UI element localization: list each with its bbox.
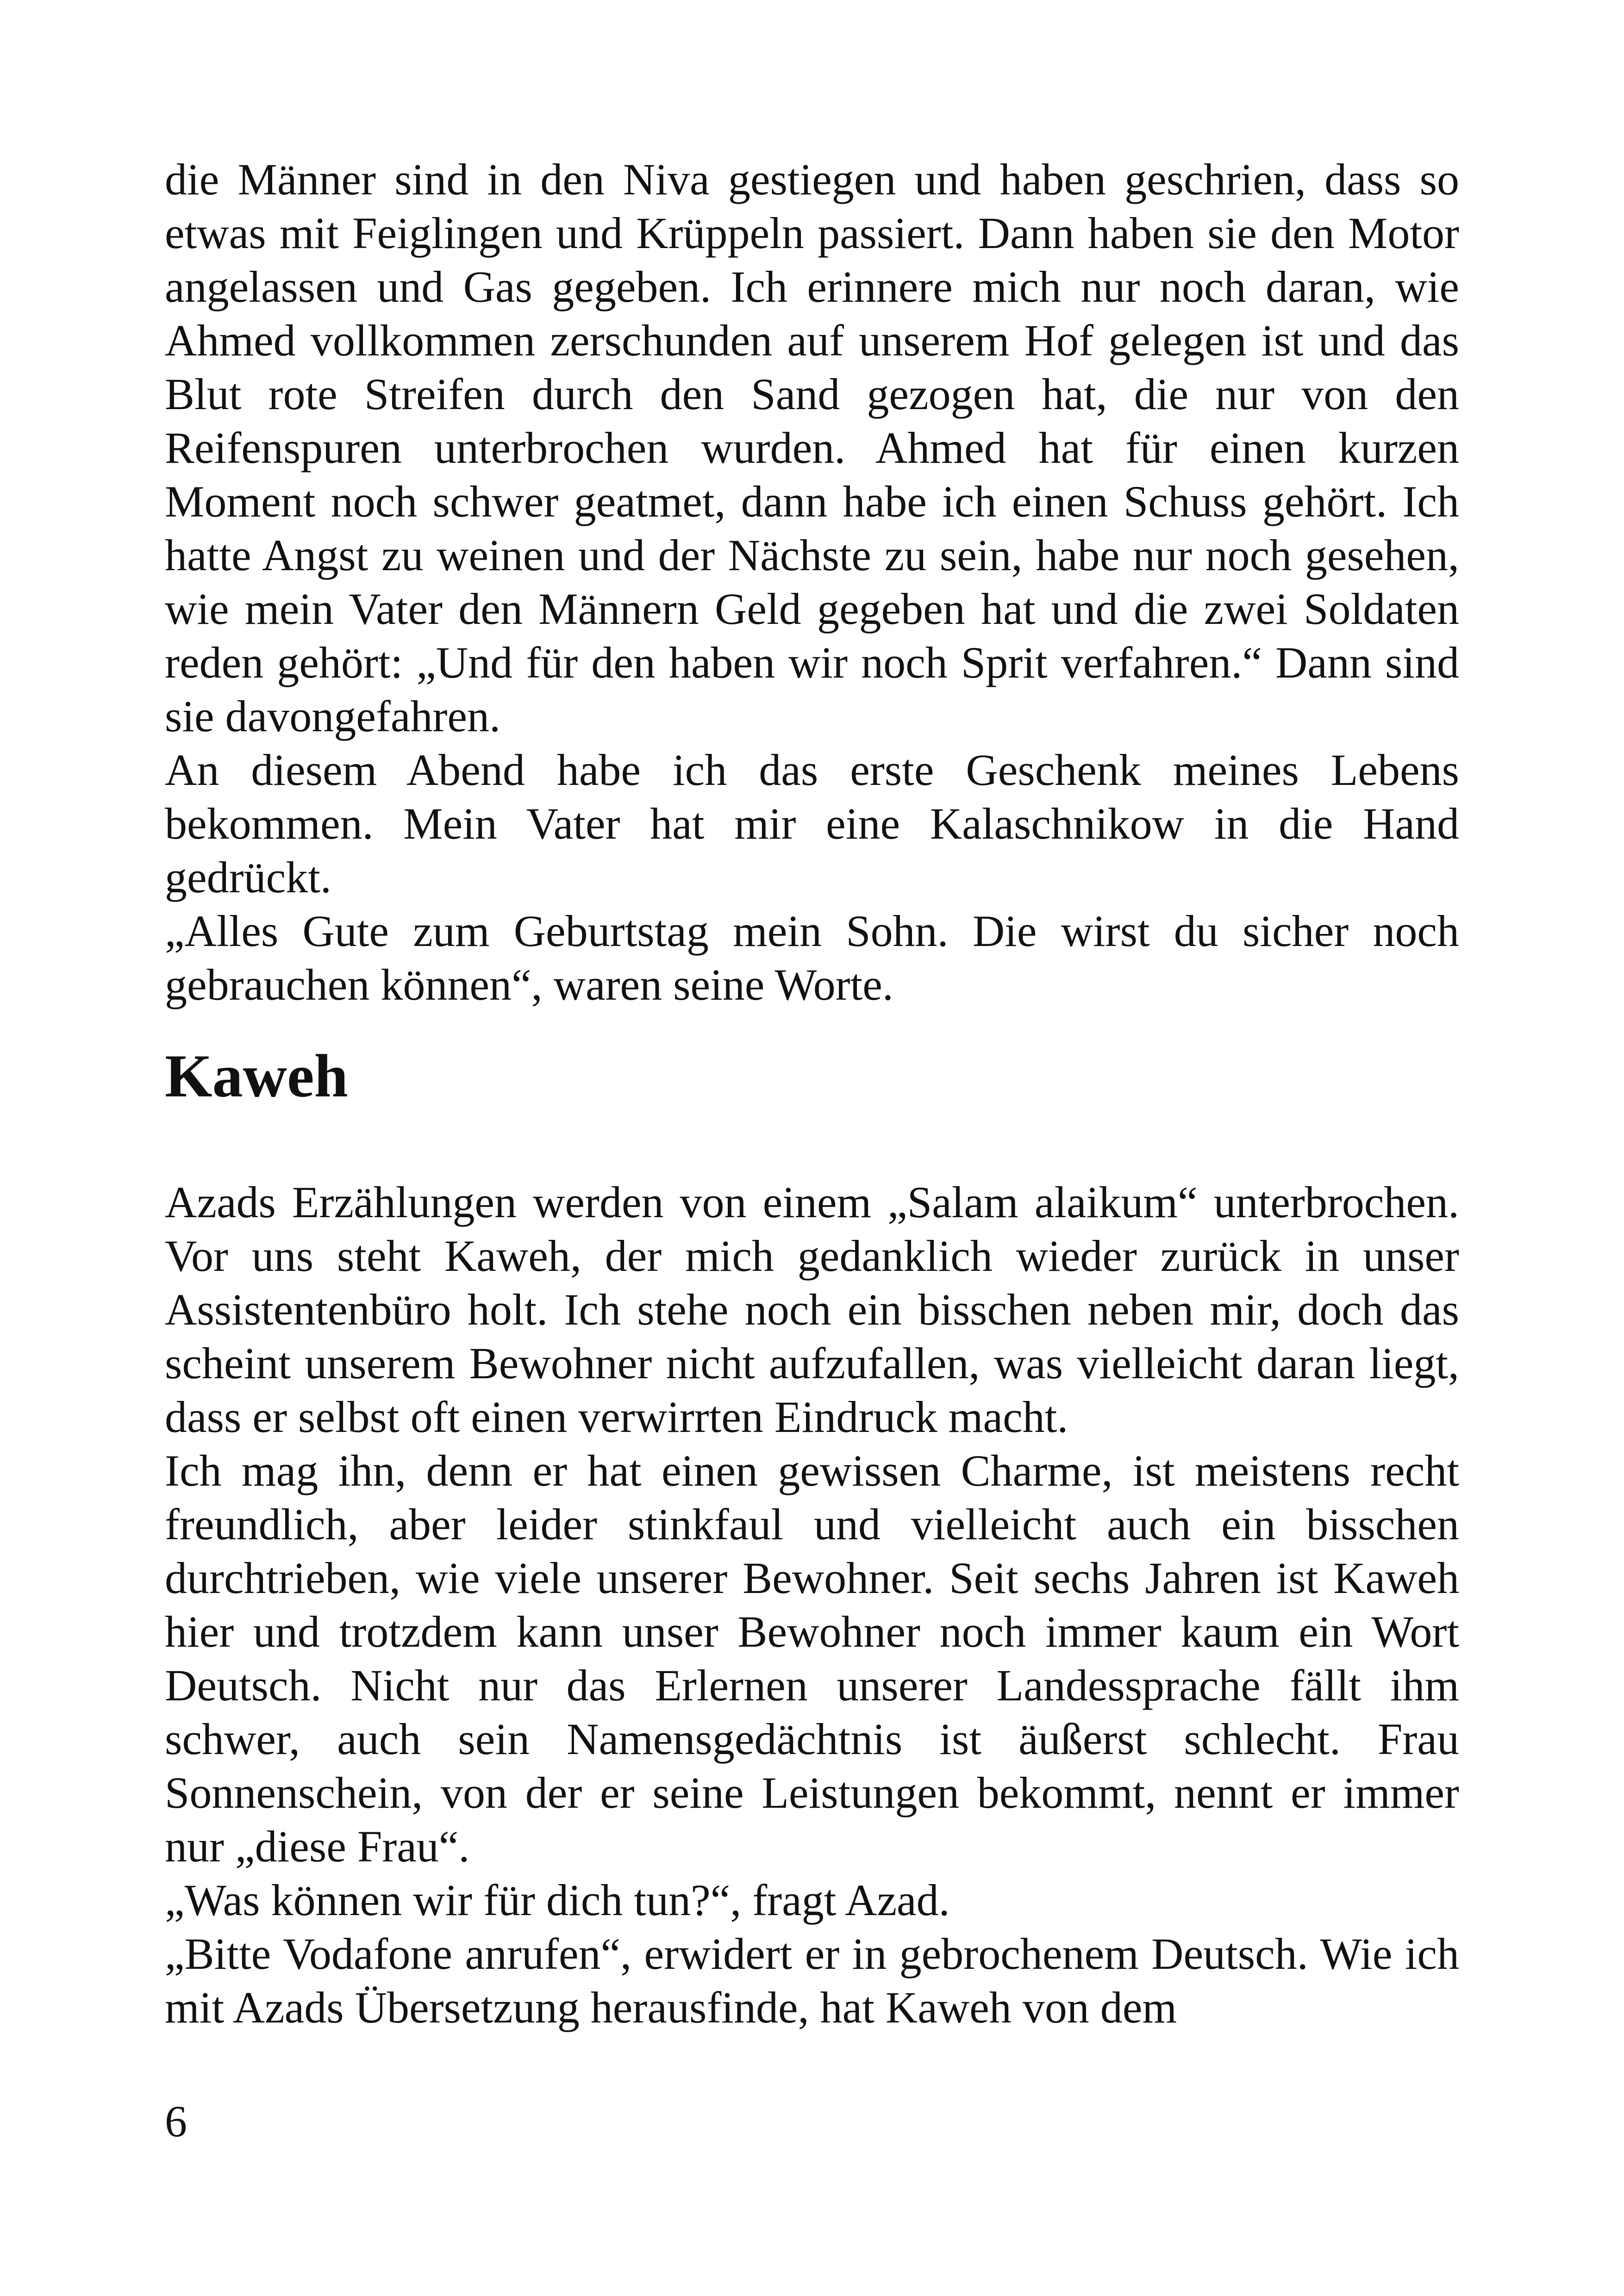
body-paragraph: „Alles Gute zum Geburtstag mein Sohn. Die wirst du sicher noch gebrauchen können“, waren seine Worte. — [165, 906, 1459, 1009]
body-text-block — [165, 153, 1459, 1012]
body-paragraph: Azads Erzählungen werden von einem „Salam alaikum“ unterbrochen. Vor uns steht Kaweh, der mich gedanklich wieder zurück in unser Assistentenbüro holt. Ich stehe noch ein bisschen neben mir, doch das scheint unserem Bewohner nicht aufzufallen, was vielleicht daran liegt, dass er selbst oft einen verwirrten Eindruck macht. — [165, 1177, 1459, 1442]
page-number: 6 — [165, 2097, 187, 2146]
body-paragraph: „Was können wir für dich tun?“, fragt Azad. — [165, 1875, 950, 1925]
body-paragraph: „Bitte Vodafone anrufen“, erwidert er in gebrochenem Deutsch. Wie ich mit Azads Übersetzung herausfinde, hat Kaweh von dem — [165, 1929, 1459, 2032]
body-text-block — [165, 1176, 1459, 2035]
body-paragraph: An diesem Abend habe ich das erste Geschenk meines Lebens bekommen. Mein Vater hat mir eine Kalaschnikow in die Hand gedrückt. — [165, 745, 1459, 902]
body-paragraph: die Männer sind in den Niva gestiegen und haben geschrien, dass so etwas mit Feiglingen und Krüppeln passiert. Dann haben sie den Motor angelassen und Gas gegeben. Ich erinnere mich nur noch daran, wie Ahmed vollkommen zerschunden auf unserem Hof gelegen ist und das Blut rote Streifen durch den Sand gezogen hat, die nur von den Reifenspuren unterbrochen wurden. Ahmed hat für einen kurzen Moment noch schwer geatmet, dann habe ich einen Schuss gehört. Ich hatte Angst zu weinen und der Nächste zu sein, habe nur noch gesehen, wie mein Vater den Männern Geld gegeben hat und die zwei Soldaten reden gehört: „Und für den haben wir noch Sprit verfahren.“ Dann sind sie davongefahren. — [165, 155, 1459, 741]
section-heading: Kaweh — [165, 1042, 348, 1110]
body-paragraph: Ich mag ihn, denn er hat einen gewissen Charme, ist meistens recht freundlich, aber leider stinkfaul und vielleicht auch ein bisschen durchtrieben, wie viele unserer Bewohner. Seit sechs Jahren ist Kaweh hier und trotzdem kann unser Bewohner noch immer kaum ein Wort Deutsch. Nicht nur das Erlernen unserer Landessprache fällt ihm schwer, auch sein Namensgedächtnis ist äußerst schlecht. Frau Sonnenschein, von der er seine Leistungen bekommt, nennt er immer nur „diese Frau“. — [165, 1446, 1459, 1871]
